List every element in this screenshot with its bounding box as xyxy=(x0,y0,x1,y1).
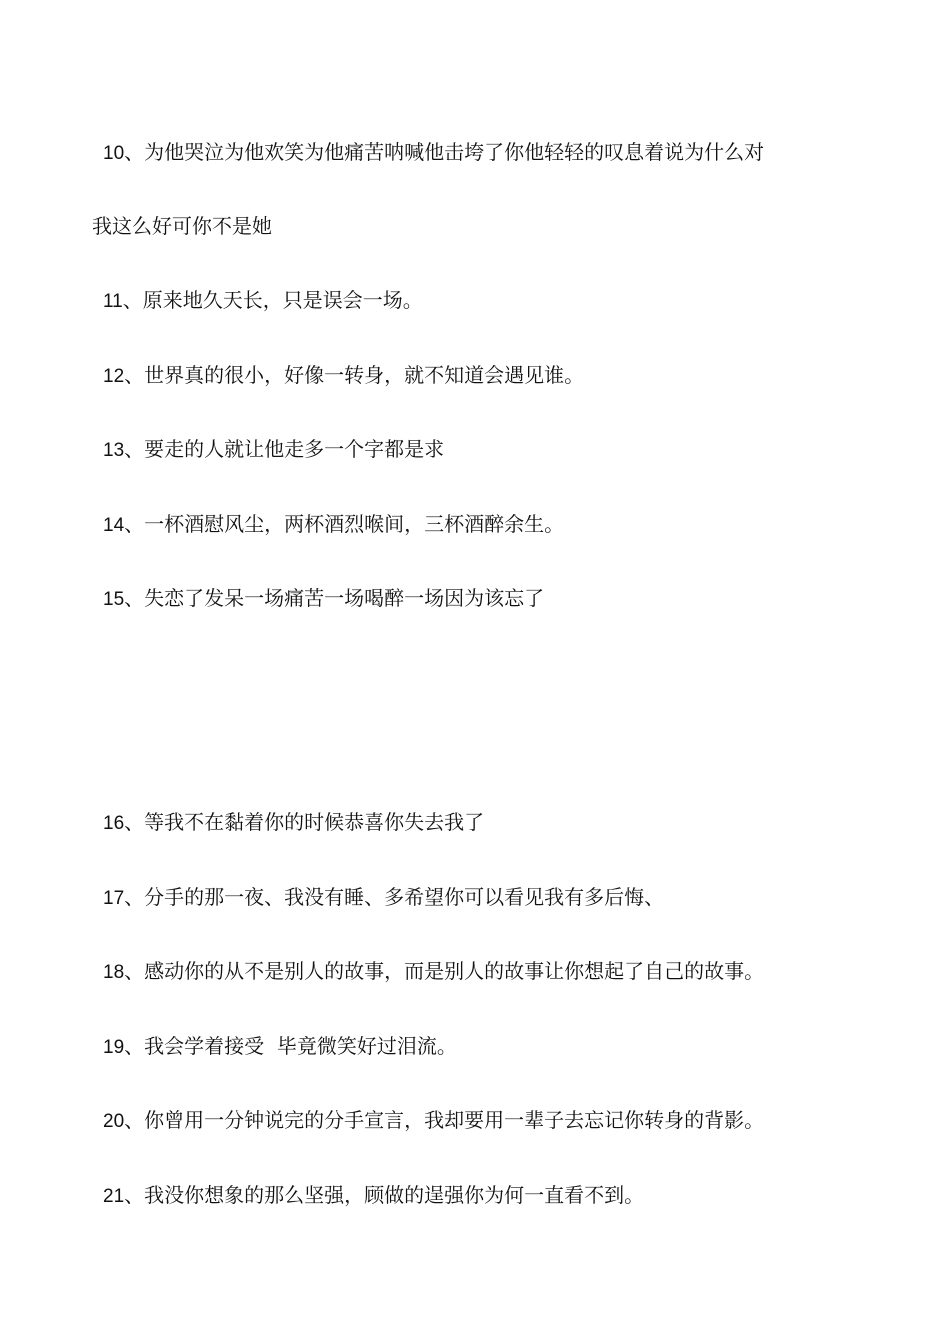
list-item xyxy=(103,808,484,838)
list-item xyxy=(103,584,544,614)
item-number: 15 xyxy=(103,589,125,610)
item-number: 13 xyxy=(103,440,125,461)
item-text: 一杯酒慰风尘，两杯酒烈喉间，三杯酒醉余生。 xyxy=(144,512,565,536)
list-item xyxy=(103,510,564,540)
list-item-continuation xyxy=(92,212,272,240)
item-separator: 、 xyxy=(124,959,145,983)
item-number: 18 xyxy=(103,962,125,983)
item-text: 等我不在黏着你的时候恭喜你失去我了 xyxy=(144,810,485,834)
item-separator: 、 xyxy=(124,437,145,461)
item-number: 11 xyxy=(103,291,123,312)
item-text: 失恋了发呆一场痛苦一场喝醉一场因为该忘了 xyxy=(144,586,545,610)
item-separator: 、 xyxy=(124,1183,145,1207)
item-text: 感动你的从不是别人的故事，而是别人的故事让你想起了自己的故事。 xyxy=(144,959,765,983)
item-number: 17 xyxy=(103,888,125,909)
item-text: 为他哭泣为他欢笑为他痛苦呐喊他击垮了你他轻轻的叹息着说为什么对 xyxy=(144,140,765,164)
item-separator: 、 xyxy=(124,885,145,909)
item-number: 10 xyxy=(103,143,125,164)
list-item xyxy=(103,883,664,913)
item-text: 我会学着接受 毕竟微笑好过泪流。 xyxy=(144,1034,457,1058)
item-text: 要走的人就让他走多一个字都是求 xyxy=(144,437,445,461)
item-separator: 、 xyxy=(124,1034,145,1058)
item-number: 16 xyxy=(103,813,125,834)
list-item xyxy=(103,435,444,465)
item-number: 20 xyxy=(103,1111,125,1132)
item-text: 原来地久天长，只是误会一场。 xyxy=(142,288,423,312)
list-item xyxy=(103,1032,457,1062)
item-separator: 、 xyxy=(124,140,145,164)
item-text: 分手的那一夜、我没有睡、多希望你可以看见我有多后悔、 xyxy=(144,885,665,909)
list-item xyxy=(103,286,423,316)
list-item xyxy=(103,361,584,391)
list-item xyxy=(103,1106,764,1136)
item-number: 12 xyxy=(103,366,125,387)
item-separator: 、 xyxy=(124,363,145,387)
item-separator: 、 xyxy=(124,512,145,536)
item-separator: 、 xyxy=(124,1108,145,1132)
item-number: 14 xyxy=(103,515,125,536)
item-number: 19 xyxy=(103,1037,125,1058)
list-item xyxy=(103,1181,644,1211)
item-number: 21 xyxy=(103,1186,125,1207)
item-text: 你曾用一分钟说完的分手宣言，我却要用一辈子去忘记你转身的背影。 xyxy=(144,1108,765,1132)
item-text: 我没你想象的那么坚强，顾做的逞强你为何一直看不到。 xyxy=(144,1183,645,1207)
item-separator: 、 xyxy=(122,288,143,312)
item-text: 世界真的很小，好像一转身，就不知道会遇见谁。 xyxy=(144,363,585,387)
list-item xyxy=(103,957,764,987)
item-separator: 、 xyxy=(124,586,145,610)
list-item xyxy=(103,138,764,168)
item-separator: 、 xyxy=(124,810,145,834)
item-text: 我这么好可你不是她 xyxy=(92,214,272,238)
